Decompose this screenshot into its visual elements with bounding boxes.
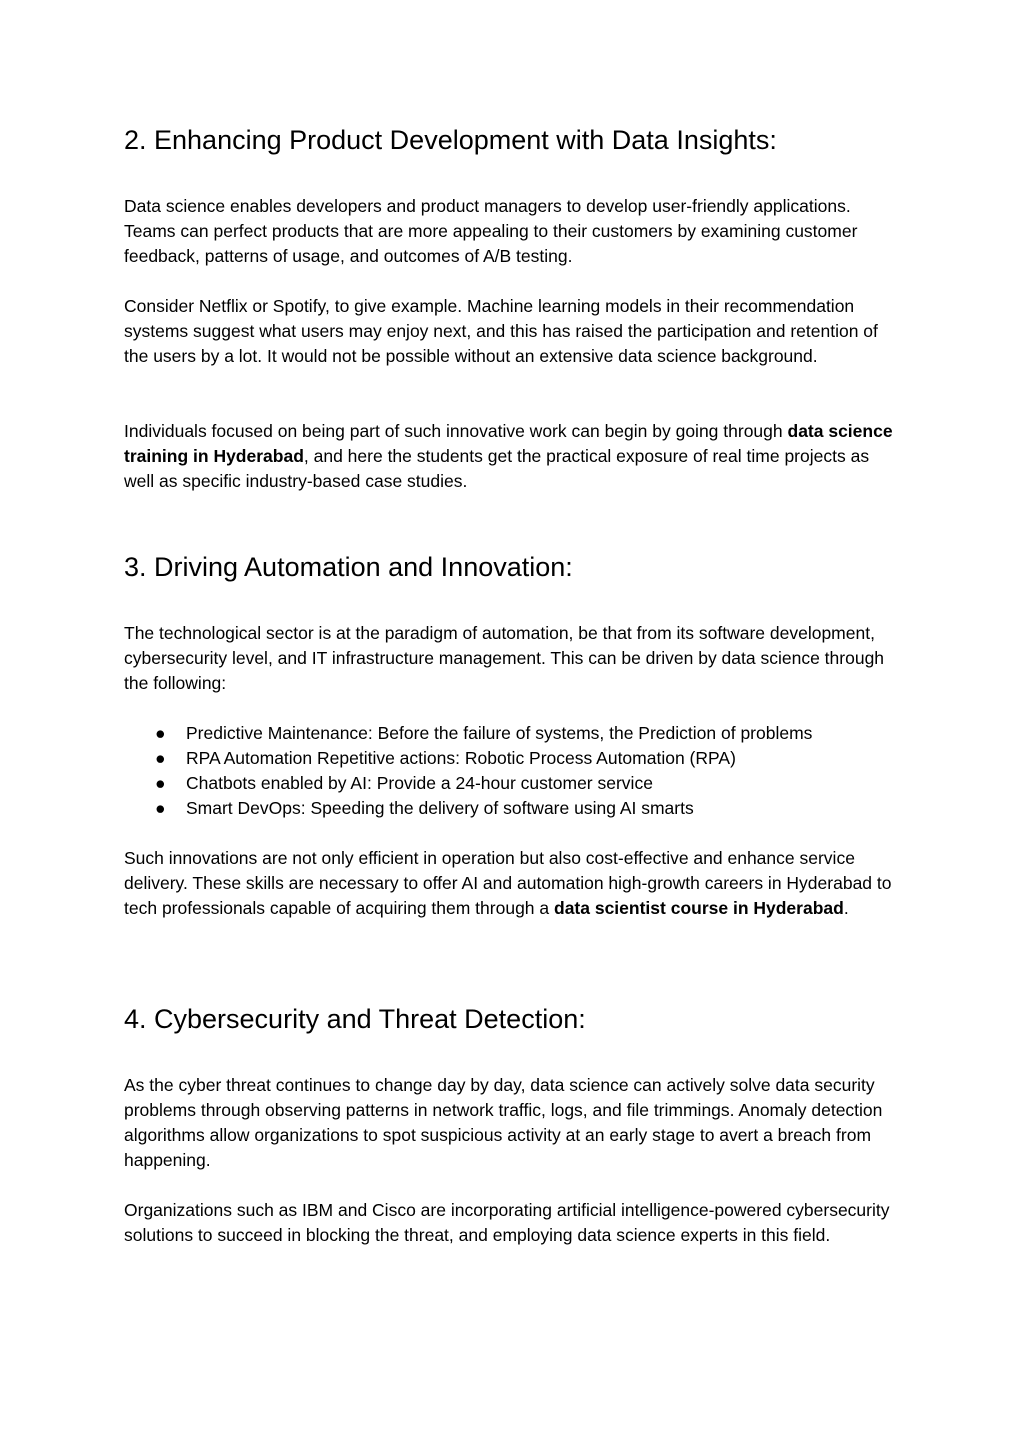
section-heading-cybersecurity: 4. Cybersecurity and Threat Detection: (124, 1004, 586, 1034)
bullet-list-automation (124, 721, 904, 821)
bold-link-text: data science training in Hyderabad (124, 421, 893, 466)
paragraph-text: Such innovations are not only efficient in operation but also cost-effective and enhance service delivery. These skills are necessary to offer AI and automation high-growth careers in Hyderabad to tech professionals capable of acquiring them through a (124, 848, 892, 918)
paragraph-automation-careers (124, 846, 904, 921)
paragraph-netflix-spotify-example: Consider Netflix or Spotify, to give example. Machine learning models in their recommendation systems suggest what users may enjoy next, and this has raised the participation and retention of the users by a lot. It would not be possible without an extensive data science background. (124, 296, 878, 366)
paragraph-text: , and here the students get the practical exposure of real time projects as well as specific industry-based case studies. (124, 446, 870, 491)
section-heading-automation: 3. Driving Automation and Innovation: (124, 552, 573, 582)
paragraph-automation-intro: The technological sector is at the paradigm of automation, be that from its software development, cybersecurity level, and IT infrastructure management. This can be driven by data science through the following: (124, 623, 885, 693)
paragraph-cybersecurity-intro: As the cyber threat continues to change day by day, data science can actively solve data security problems through observing patterns in network traffic, logs, and file trimmings. Anomaly detection algorithms allow organizations to spot suspicious activity at an early stage to avert a breach from happening. (124, 1075, 883, 1170)
list-item-text: RPA Automation Repetitive actions: Robotic Process Automation (RPA) (186, 748, 736, 768)
paragraph-ibm-cisco: Organizations such as IBM and Cisco are incorporating artificial intelligence-powered cybersecurity solutions to succeed in blocking the threat, and employing data science experts in this field. (124, 1200, 890, 1245)
bullet-icon: ● (155, 798, 166, 818)
list-item-text: Smart DevOps: Speeding the delivery of software using AI smarts (186, 798, 694, 818)
list-item-text: Predictive Maintenance: Before the failure of systems, the Prediction of problems (186, 723, 813, 743)
paragraph-product-development-intro: Data science enables developers and product managers to develop user-friendly applications. Teams can perfect products that are more appealing to their customers by examining customer feedback, patterns of usage, and outcomes of A/B testing. (124, 196, 858, 266)
paragraph-text: Individuals focused on being part of such innovative work can begin by going through (124, 421, 788, 441)
list-item (124, 796, 904, 821)
section-heading-product-development: 2. Enhancing Product Development with Data Insights: (124, 125, 777, 155)
paragraph-training-hyderabad (124, 419, 904, 494)
list-item-text: Chatbots enabled by AI: Provide a 24-hour customer service (186, 773, 653, 793)
list-item (124, 771, 904, 796)
paragraph-text: . (843, 898, 849, 918)
list-item (124, 746, 904, 771)
list-item (124, 721, 904, 746)
bullet-icon: ● (155, 773, 166, 793)
bullet-icon: ● (155, 723, 166, 743)
bullet-icon: ● (155, 748, 166, 768)
bold-link-text: data scientist course in Hyderabad (554, 898, 844, 918)
